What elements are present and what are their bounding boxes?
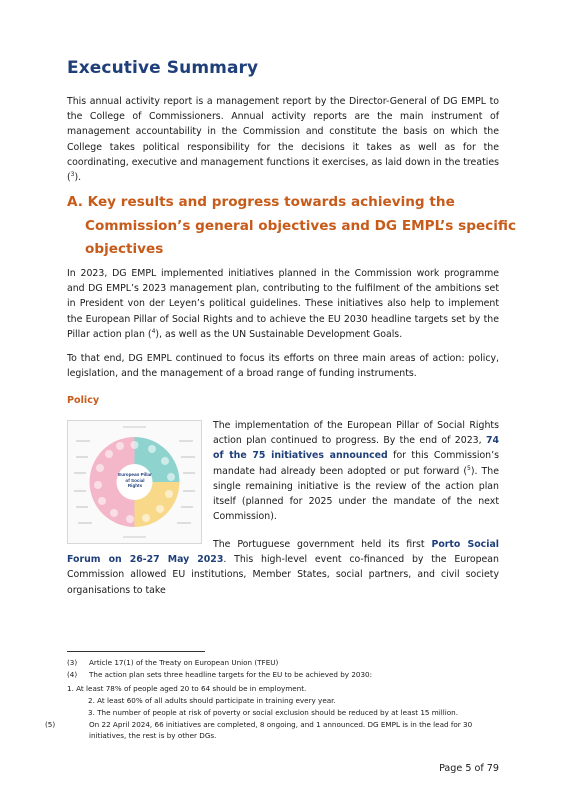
porto-text-2: . This high-level event co-financed by the European Commission allowed EU institutions, Member States, social partners, and civil society organisations to take bbox=[67, 554, 499, 596]
page-number: Page 5 of 79 bbox=[439, 763, 499, 774]
para1-text: In 2023, DG EMPL implemented initiatives planned in the Commission work programme and DG EMPL’s 2023 management plan, contributing to the fulfilment of the ambitions set in President von der Leyen’s political guidelines. These initiatives also help to implement the European Pillar of Social Rights and to achieve the EU 2030 headline targets set by the Pillar action plan ( bbox=[67, 268, 499, 340]
footnote-4-text: The action plan sets three headline targets for the EU to be achieved by 2030: bbox=[89, 670, 373, 679]
section-a-title: Key results and progress towards achieving the Commission’s general objectives and DG EMPL’s specific objectives bbox=[85, 194, 517, 257]
footnote-4-mark: (4) bbox=[67, 670, 78, 679]
pillar-infographic bbox=[67, 420, 202, 544]
porto-text-1: The Portuguese government held its first bbox=[213, 539, 432, 550]
footnote-4-item-1: 1. At least 78% of people aged 20 to 64 should be in employment. bbox=[67, 684, 307, 693]
intro-text: This annual activity report is a management report by the Director-General of DG EMPL to the College of Commissioners. Annual activity reports are the main instrument of management accountability in the Commission and constitute the basis on which the College takes political responsibility for the decisions it takes as well as for the coordinating, executive and management functions it exercises, as laid down in the treaties ( bbox=[67, 96, 499, 184]
footnote-divider bbox=[67, 651, 205, 652]
porto-highlight: Porto Social Forum on 26-27 May 2023 bbox=[67, 539, 499, 566]
footnote-3 bbox=[67, 657, 507, 668]
paragraph-2023 bbox=[67, 266, 499, 342]
footnote-4 bbox=[67, 669, 507, 680]
page-title: Executive Summary bbox=[67, 58, 259, 78]
initiatives-highlight: 74 of the 75 initiatives announced bbox=[213, 435, 499, 462]
footnote-5-mark: (5) bbox=[45, 720, 56, 729]
footnote-5-text: On 22 April 2024, 66 initiatives are completed, 8 ongoing, and 1 announced. DG EMPL is in the lead for 30 initiatives, the rest is by other DGs. bbox=[89, 720, 473, 740]
paragraph-three-areas: To that end, DG EMPL continued to focus its efforts on three main areas of action: policy, legislation, and the management of a broad range of funding instruments. bbox=[67, 353, 499, 380]
intro-text-end: ). bbox=[74, 172, 82, 184]
policy-text-1: The implementation of the European Pillar of Social Rights action plan continued to progress. By the end of 2023, bbox=[213, 420, 499, 447]
policy-paragraph bbox=[213, 418, 499, 524]
intro-paragraph bbox=[67, 94, 499, 185]
policy-heading: Policy bbox=[67, 395, 100, 406]
policy-text-3: ). The single remaining initiative is the review of the action plan itself (planned for 2025 under the mandate of the next Commission). bbox=[213, 465, 499, 523]
footnote-3-text: Article 17(1) of the Treaty on European Union (TFEU) bbox=[89, 658, 279, 667]
footnote-ref-4[interactable]: 4 bbox=[151, 327, 156, 335]
section-a-label: A. bbox=[67, 194, 83, 210]
footnote-4-item-3: 3. The number of people at risk of poverty or social exclusion should be reduced by at least 15 million. bbox=[88, 708, 458, 717]
para1-text-end: ), as well as the UN Sustainable Development Goals. bbox=[155, 328, 403, 340]
porto-paragraph bbox=[67, 537, 499, 598]
policy-text-2: for this Commission’s mandate had already been adopted or put forward ( bbox=[213, 450, 499, 477]
footnote-5 bbox=[45, 719, 509, 741]
pillar-wheel-label: European Pillar of Social Rights bbox=[118, 472, 152, 489]
footnote-3-mark: (3) bbox=[67, 658, 78, 667]
footnote-ref-5[interactable]: 5 bbox=[467, 464, 471, 472]
footnote-4-item-2: 2. At least 60% of all adults should participate in training every year. bbox=[88, 696, 336, 705]
footnote-ref-3[interactable]: 3 bbox=[70, 170, 75, 178]
section-a-heading bbox=[67, 191, 525, 262]
